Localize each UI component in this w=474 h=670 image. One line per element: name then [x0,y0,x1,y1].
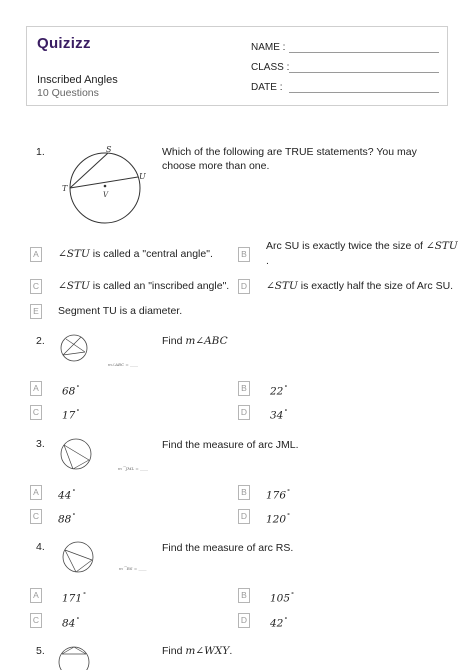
date-field[interactable] [289,92,439,93]
question-4-circle-diagram [56,537,156,577]
q4-option-d-letter[interactable]: D [238,613,250,628]
q1-option-e-letter[interactable]: E [30,304,42,319]
question-5-circle-diagram [56,642,96,670]
point-t-label: T [62,184,68,193]
q4-option-b-letter[interactable]: B [238,588,250,603]
name-field[interactable] [289,52,439,53]
q2-figure-caption: m∠ABC = ____ [108,362,139,367]
q3-option-a-letter[interactable]: A [30,485,42,500]
point-u-label: U [139,172,146,181]
point-s-label: S [106,145,112,154]
question-1-circle-diagram [60,143,152,235]
q1-option-c[interactable]: ∠STU is called an "inscribed angle". [58,280,230,292]
date-label: DATE : [251,82,283,93]
q3-option-d-letter[interactable]: D [238,509,250,524]
q4-figure-caption: m⌒RS = ____ [119,566,147,571]
question-1-text: Which of the following are TRUE statements? You may choose more than one. [162,146,417,172]
q3-option-b-letter[interactable]: B [238,485,250,500]
question-2-number: 2. [36,335,45,347]
question-count: 10 Questions [37,87,99,99]
q4-option-a[interactable]: 171° [62,592,87,605]
q4-option-c[interactable]: 84° [62,617,80,630]
name-label: NAME : [251,42,286,53]
q1-option-d[interactable]: ∠STU is exactly half the size of Arc SU. [266,280,454,292]
q2-option-a-letter[interactable]: A [30,381,42,396]
class-field[interactable] [289,72,439,73]
quizizz-logo: Quizizz [37,35,91,52]
question-3-number: 3. [36,438,45,450]
question-3-text: Find the measure of arc JML. [162,439,299,451]
q2-option-b[interactable]: 22° [270,385,288,398]
q2-option-d[interactable]: 34° [270,409,288,422]
point-v-label: V [103,191,109,199]
worksheet-title: Inscribed Angles [37,74,118,86]
q4-option-d[interactable]: 42° [270,617,288,630]
q3-option-d[interactable]: 120° [266,513,291,526]
question-4-text: Find the measure of arc RS. [162,542,294,554]
question-5-number: 5. [36,645,45,657]
q3-option-c[interactable]: 88° [58,513,76,526]
q1-option-e[interactable]: Segment TU is a diameter. [58,305,183,317]
q3-option-b[interactable]: 176° [266,489,291,502]
question-2-text: Find m∠ABC [162,335,228,347]
q1-option-d-letter[interactable]: D [238,279,250,294]
q2-option-c-letter[interactable]: C [30,405,42,420]
q1-option-c-letter[interactable]: C [30,279,42,294]
q3-option-a[interactable]: 44° [58,489,76,502]
question-3-circle-diagram [56,434,156,474]
q3-figure-caption: m⌒JML = ____ [118,466,149,471]
q4-option-b[interactable]: 105° [270,592,295,605]
q1-option-b-letter[interactable]: B [238,247,250,262]
class-label: CLASS : [251,62,290,73]
question-1-number: 1. [36,146,45,158]
q2-option-b-letter[interactable]: B [238,381,250,396]
q2-option-c[interactable]: 17° [62,409,80,422]
q4-option-c-letter[interactable]: C [30,613,42,628]
question-5-text: Find m∠WXY. [162,645,233,657]
worksheet-header [26,26,448,106]
question-4-number: 4. [36,541,45,553]
q1-option-a[interactable]: ∠STU is called a "central angle". [58,248,213,260]
q1-option-a-letter[interactable]: A [30,247,42,262]
q4-option-a-letter[interactable]: A [30,588,42,603]
question-2-circle-diagram [56,330,156,370]
q1-option-b[interactable]: Arc SU is exactly twice the size of ∠STU . [266,240,458,267]
q2-option-d-letter[interactable]: D [238,405,250,420]
q2-option-a[interactable]: 68° [62,385,80,398]
q3-option-c-letter[interactable]: C [30,509,42,524]
